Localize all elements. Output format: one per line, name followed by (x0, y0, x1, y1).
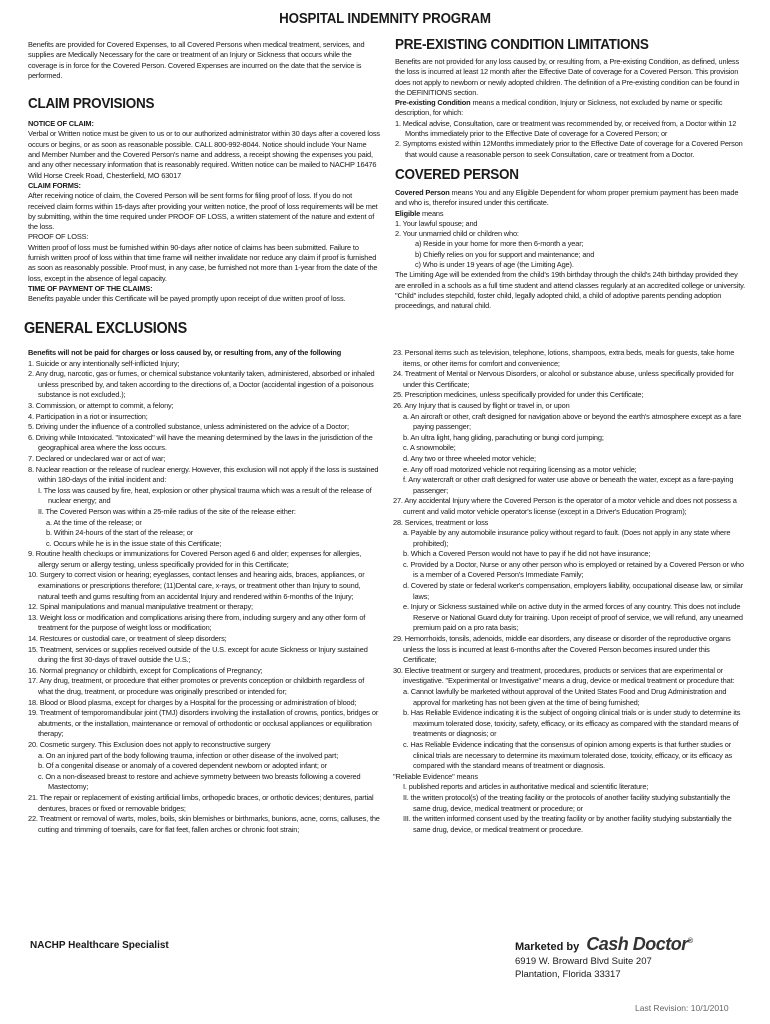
covered-label: Covered Person (395, 187, 450, 197)
exclusion-item: a. Cannot lawfully be marketed without approval of the United States Food and Drug Administration and approval for marketing has not been given at the time of being furnished; (403, 687, 727, 707)
exclusion-item: 26. Any Injury that is caused by flight or travel in, or upon (393, 400, 570, 410)
exclusion-item: c. Provided by a Doctor, Nurse or any other person who is employed or retained by a Covered Person or who is a member of a Covered Person's Immediate Family; (403, 559, 744, 580)
preexisting-heading: PRE-EXISTING CONDITION LIMITATIONS (395, 36, 649, 53)
payment-label: TIME OF PAYMENT OF THE CLAIMS: (28, 283, 153, 293)
exclusion-item: c. Occurs while he is in the issue state of this Certificate; (46, 538, 222, 548)
exclusion-item: 4. Participation in a riot or insurrection; (28, 411, 148, 421)
claim-provisions-heading: CLAIM PROVISIONS (28, 95, 155, 113)
exclusion-item: c. A snowmobile; (403, 443, 456, 453)
exclusion-item: 8. Nuclear reaction or the release of nuclear energy. However, this exclusion will not apply if the loss is sustained within 180-days of the initial incident and: (28, 464, 379, 485)
covered-person-heading: COVERED PERSON (395, 165, 519, 183)
exclusion-item: d. Any two or three wheeled motor vehicle; (403, 453, 536, 463)
exclusion-item: a. Payable by any automobile insurance policy without regard to fault. (Does not apply in any state where prohibited); (403, 528, 731, 548)
notice-label: NOTICE OF CLAIM: (28, 119, 94, 129)
right-top-column (395, 36, 747, 312)
exclusion-item: e. Injury or Sickness sustained while on active duty in the armed forces of any country. This does not include Reserve or National Guard duty for training. Upon receipt of proof of service, we will refund, any unearned premium paid on a pro rata basis; (403, 602, 743, 633)
eligible-text: means (422, 208, 444, 218)
exclusion-item: 28. Services, treatment or loss (393, 517, 489, 527)
exclusions-right-column (393, 348, 745, 835)
marketed-by-label: Marketed by (515, 941, 580, 953)
eligible-item: 1. Your lawful spouse; and (395, 218, 478, 228)
exclusion-item: 2. Any drug, narcotic, gas or fumes, or chemical substance voluntarily taken, administered, absorbed or inhaled unless prescribed by, and taken according to the directions of, a Doctor (accidental ingestion of a poisonous substance is not excluded.); (28, 369, 375, 400)
exclusion-item: b. Of a congenital disease or anomaly of a covered dependent newborn or adopted infant; or (38, 761, 327, 771)
exclusion-item: I. The loss was caused by fire, heat, explosion or other physical trauma which was a result of the release of nuclear energy; and (38, 485, 372, 506)
proof-label: PROOF OF LOSS: (28, 232, 89, 242)
exclusion-item: 30. Elective treatment or surgery and treatment, procedures, products or services that are experimental or investigative. "Experimental or Investigative" means a drug, device or medical treatment or procedure that: (393, 665, 735, 686)
exclusion-item: 14. Restcures or custodial care, or treatment of sleep disorders; (28, 634, 227, 644)
exclusion-item: b. An ultra light, hang gliding, parachuting or bungi cord jumping; (403, 432, 604, 442)
exclusion-item: 20. Cosmetic surgery. This Exclusion does not apply to reconstructive surgery (28, 739, 271, 749)
cash-doctor-logo: Cash Doctor® (586, 934, 693, 954)
exclusion-item: 19. Treatment of temporomandibular joint (TMJ) disorders involving the installation of crowns, pontics, bridges or abutments, or the installation, maintenance or removal of orthodontic or occlusal appliances or equilibration therapy; (28, 708, 379, 739)
preexisting-text: Benefits are not provided for any loss caused by, or resulting from, a Pre-existing Condition, as defined, unless the loss is incurred at least 12 month after the Effective Date of coverage for a Covered Person. This provision does not apply to newborn or newly adopted children. The definition of a Pre-existing condition can be found in the DEFINITIONS section. (395, 57, 740, 97)
exclusion-item: 12. Spinal manipulations and manual manipulative treatment or therapy; (28, 602, 253, 612)
page-title: HOSPITAL INDEMNITY PROGRAM (279, 11, 491, 27)
exclusion-item: III. the written informed consent used by the treating facility or by another facility studying substantially the same drug, device, or medical treatment or procedure. (403, 814, 732, 834)
proof-text: Written proof of loss must be furnished within 90-days after notice of claims has been submitted. Failure to furnish written proof of loss within that time frame will neither invalidate nor reduce any claim if proof is furnished as soon as reasonably possible. Proof must, in any case, be furnished not more than 1-year from the date of the loss, except in the absence of legal capacity. (28, 242, 378, 283)
exclusion-item: 15. Treatment, services or supplies received outside of the U.S. except for acute Sickness or Injury sustained during the first 30-days of travel outside the U.S.; (28, 644, 368, 665)
exclusions-lead: Benefits will not be paid for charges or loss caused by, or resulting from, any of the following (28, 348, 342, 357)
child-definition: "Child" includes stepchild, foster child, legally adopted child, a child of adoptive parents pending adoption proceedings, and natural child. (395, 290, 722, 311)
footer-address (515, 956, 652, 981)
exclusion-item: 23. Personal items such as television, telephone, lotions, shampoos, extra beds, meals for guests, take home items, or other items for comfort and convenience; (393, 348, 735, 368)
exclusion-item: b. Which a Covered Person would not have to pay if he did not have insurance; (403, 549, 651, 559)
exclusions-left-column (28, 348, 380, 835)
preexisting-item: 2. Symptoms existed within 12Months immediately prior to the Effective Date of coverage for a Covered Person that would cause a reasonable person to seek Consultation, care or treatment from a Doctor. (395, 139, 743, 159)
exclusion-item: 16. Normal pregnancy or childbirth, except for Complications of Pregnancy; (28, 665, 263, 675)
general-exclusions-heading: GENERAL EXCLUSIONS (24, 320, 187, 337)
exclusion-item: 21. The repair or replacement of existing artificial limbs, orthopedic braces, or orthotic devices; dentures, partial dentures, braces or fixed or removable bridges; (28, 792, 374, 813)
exclusion-item: a. An aircraft or other, craft designed for navigation above or beyond the earth's atmosphere except as a fare paying passenger; (403, 411, 742, 432)
exclusion-item: e. Any off road motorized vehicle not requiring licensing as a motor vehicle; (403, 464, 637, 474)
exclusion-item: 6. Driving while Intoxicated. "Intoxicated" will have the meaning determined by the laws in the jurisdiction of the geographical area where the loss occurs. (28, 432, 373, 453)
exclusion-item: 3. Commission, or attempt to commit, a felony; (28, 400, 174, 410)
exclusion-item: a. At the time of the release; or (46, 517, 142, 527)
address-line-1: 6919 W. Broward Blvd Suite 207 (515, 956, 652, 967)
eligible-subitem: b) Chiefly relies on you for support and maintenance; and (415, 249, 595, 259)
exclusion-item: 1. Suicide or any intentionally self-inflicted Injury; (28, 358, 180, 368)
exclusions-header (24, 320, 724, 338)
preexisting-definition (395, 98, 747, 119)
eligible-item: 2. Your unmarried child or children who: (395, 229, 519, 239)
notice-text: Verbal or Written notice must be given to us or to our authorized administrator within 30 days after a covered loss occurs or begins, or as soon as reasonable possible. CALL 800-992-8044. Notice should include Your Name and Member Number and the Covered Person's name and address, a receipt showing the expenses you paid, and any other necessary information that is reasonably required. Written notice can be mailed to NACHP 16476 Wild Horse Creek Road, Chesterfield, MO 63017 (28, 129, 380, 180)
exclusion-item: b. Has Reliable Evidence indicating it is the subject of ongoing clinical trials or is under study to determine its maximum tolerated dose, toxicity, safety, efficacy, or its efficacy as compared with the standard means of treatments or diagnosis; or (403, 708, 741, 739)
left-top-column (28, 40, 380, 305)
exclusion-item: II. The Covered Person was within a 25-mile radius of the site of the release either: (38, 506, 296, 516)
intro-paragraph: Benefits are provided for Covered Expenses, to all Covered Persons when medical treatment, services, and supplies are Medically Necessary for the care or treatment of an Injury or Sickness that occurs while the coverage is in force for the Covered Person. Covered Expenses are incurred on the date that the service is performed. (28, 40, 365, 80)
forms-text: After receiving notice of claim, the Covered Person will be sent forms for filing proof of loss. If you do not received claim forms within 15-days after providing your written notice, the proof of loss requirements will be met by submitting, within the time required under PROOF OF LOSS, a written statement of the nature and extent of the loss. (28, 191, 378, 232)
address-line-2: Plantation, Florida 33317 (515, 968, 621, 980)
exclusion-item: c. On a non-diseased breast to restore and achieve symmetry between two breasts following a covered Mastectomy; (38, 771, 361, 792)
exclusion-item: "Reliable Evidence" means (393, 771, 478, 781)
limiting-age-text: The Limiting Age will be extended from the child's 19th birthday through the child's 24th birthday provided they are enrolled in a schools as a full time student and attend classes regularly at an accredited college or university. (395, 270, 745, 290)
payment-text: Benefits payable under this Certificate will be payed promptly upon receipt of due written proof of loss. (28, 294, 346, 304)
exclusion-item: II. the written protocol(s) of the treating facility or the protocols of another facility studying substantially the same drug, device, medical treatment or procedure; or (403, 792, 731, 813)
forms-label: CLAIM FORMS: (28, 180, 81, 190)
eligible-subitem: a) Reside in your home for more then 6-month a year; (415, 239, 584, 249)
exclusion-item: f. Any watercraft or other craft designed for water use above or beneath the water, except as a fare-paying passenger; (403, 475, 734, 495)
eligible-label: Eligible (395, 208, 421, 218)
preexisting-def-label: Pre-existing Condition (395, 98, 471, 108)
footer-company: NACHP Healthcare Specialist (30, 940, 169, 951)
covered-definition (395, 188, 747, 209)
exclusion-item: a. On an injured part of the body following trauma, infection or other disease of the involved part; (38, 750, 339, 760)
exclusion-item: 27. Any accidental Injury where the Covered Person is the operator of a motor vehicle and does not possess a current and valid motor vehicle operator's license (except in a Driver's Education Program); (393, 496, 737, 516)
exclusion-item: 17. Any drug, treatment, or procedure that either promotes or prevents conception or childbirth regardless of what the drug, treatment, or procedure was originally prescribed or intended for; (28, 676, 365, 696)
exclusion-item: 24. Treatment of Mental or Nervous Disorders, or alcohol or substance abuse, unless specifically provided for under this Certificate; (393, 369, 734, 389)
exclusion-item: 9. Routine health checkups or immunizations for Covered Person aged 6 and older; expenses for allergies, allergy serum or allergy testing, unless specifically provided for in this Certificate; (28, 549, 362, 569)
exclusion-item: 5. Driving under the influence of a controlled substance, unless administered on the advice of a Doctor; (28, 422, 349, 432)
exclusion-item: c. Has Reliable Evidence indicating that the consensus of opinion among experts is that further studies or clinical trials are necessary to determine its maximum tolerated dose, toxicity, efficacy, or its efficacy as compared with the standard means of treatment or diagnosis. (403, 739, 733, 771)
preexisting-def-text: means a medical condition, Injury or Sickness, not excluded by name or specific description, for which: (395, 98, 723, 118)
eligible-subitem: c) Who is under 19 years of age (the Limiting Age). (415, 260, 574, 270)
exclusion-item: 18. Blood or Blood plasma, except for charges by a Hospital for the processing or administration of blood; (28, 697, 357, 707)
last-revision: Last Revision: 10/1/2010 (635, 1003, 729, 1013)
exclusion-item: 22. Treatment or removal of warts, moles, boils, skin blemishes or birthmarks, bunions, acne, corns, calluses, the cutting and trimming of toenails, care for flat feet, fallen arches or chronic foot strain; (28, 814, 380, 834)
exclusion-item: 7. Declared or undeclared war or act of war; (28, 453, 166, 463)
exclusion-item: 13. Weight loss or modification and complications arising there from, including surgery and any other form of treatment for the purpose of weight loss or modification; (28, 612, 366, 633)
exclusion-item: b. Within 24-hours of the start of the release; or (46, 528, 193, 538)
covered-text: means You and any Eligible Dependent for whom proper premium payment has been made and who is, therefor insured under this certificate. (395, 187, 739, 208)
marketed-by-block (515, 934, 692, 955)
exclusion-item: d. Covered by state or federal worker's compensation, employers liability, occupational disease law, or similar laws; (403, 581, 743, 601)
exclusion-item: 29. Hemorrhoids, tonsils, adenoids, middle ear disorders, any disease or disorder of the reproductive organs unless the loss is incurred at least 6-months after the Covered Person becomes insured under this Certificate; (393, 634, 731, 665)
exclusion-item: I. published reports and articles in authoritative medical and scientific literature; (403, 782, 649, 792)
exclusion-item: 10. Surgery to correct vision or hearing; eyeglasses, contact lenses and hearing aids, braces, appliances, or examinations or prescriptions therefore; (11)Dental care, x-rays, or treatment other than Injury to sound, natural teeth and gums resulting from an accidental Injury and rendered within 6-months of the Injury; (28, 570, 365, 601)
preexisting-item: 1. Medical advise, Consultation, care or treatment was recommended by, or received from, a Doctor within 12 Months immediately prior to the Effective Date of coverage for a Covered Person; or (395, 118, 737, 139)
exclusion-item: 25. Prescription medicines, unless specifically provided for under this Certificate; (393, 390, 644, 400)
